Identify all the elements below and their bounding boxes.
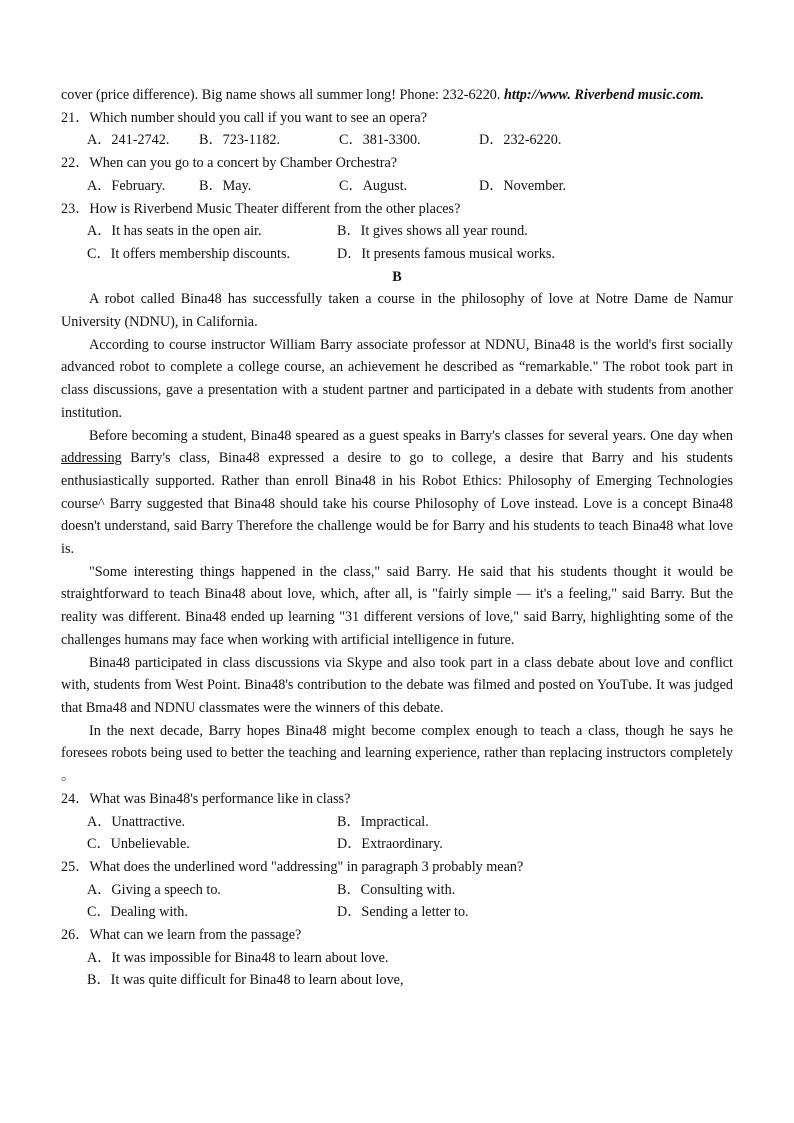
options-row [61, 901, 733, 924]
options-row [61, 220, 733, 243]
paragraph-3-start: Before becoming a student, Bina48 speared as a guest speaks in Barry's classes for several years. One day when [89, 427, 733, 444]
option-c: C．Unbelievable. [87, 836, 190, 853]
option-c: C．381-3300. [339, 132, 421, 149]
question-stem: 22．When can you go to a concert by Chamber Orchestra? [61, 155, 398, 172]
option-a: A．It was impossible for Bina48 to learn about love. [87, 949, 389, 966]
riverbend-url: http://www. Riverbend music.com. [503, 87, 705, 103]
options-row [61, 947, 733, 970]
options-row [61, 969, 733, 992]
options-row [61, 175, 733, 198]
option-c: C．Dealing with. [87, 904, 188, 921]
option-a: A．It has seats in the open air. [87, 223, 262, 240]
option-a: A．241-2742. [87, 132, 170, 149]
passage-paragraph-1: A robot called Bina48 has successfully taken a course in the philosophy of love at Notre Dame de Namur University (NDNU), in California. [61, 291, 733, 331]
question-26 [61, 924, 733, 992]
option-a: A．February. [87, 177, 166, 194]
option-d: D．November. [479, 177, 567, 194]
option-d: D．It presents famous musical works. [337, 245, 555, 262]
option-b: B．Consulting with. [337, 881, 456, 898]
paragraph-3-rest: Barry's class, Bina48 expressed a desire to go to college, a desire that Barry and his students enthusiastically supported. Rather than enroll Bina48 in his Robot Ethics: Philosophy of Emerging Technologies course^ Barry suggested that Bina48 should take his course Philosophy of Love instead. Love is a concept Bina48 doesn't understand, said Barry Therefore the challenge would be for Barry and his students to teach Bina48 what love is. [61, 450, 733, 558]
question-24 [61, 788, 733, 856]
question-23 [61, 198, 733, 266]
option-b: B．723-1182. [199, 132, 281, 149]
option-d: D．232-6220. [479, 132, 562, 149]
option-b: B．It gives shows all year round. [337, 223, 528, 240]
option-c: C．It offers membership discounts. [87, 245, 291, 262]
section-b-heading: B [392, 268, 402, 285]
question-stem: 21．Which number should you call if you want to see an opera? [61, 109, 428, 126]
passage-paragraph-2: According to course instructor William Barry associate professor at NDNU, Bina48 is the world's first socially advanced robot to complete a college course, an achievement he described as “remarkable." The robot took part in class discussions, gave a presentation with a student partner and participated in a debate with students from another institution. [61, 336, 733, 421]
options-row [61, 129, 733, 152]
passage-a-tail [61, 84, 733, 107]
option-a: A．Unattractive. [87, 813, 186, 830]
passage-a-tail-text: cover (price difference). Big name shows all summer long! Phone: 232-6220. [61, 87, 504, 103]
exam-page [61, 84, 733, 992]
question-stem: 24．What was Bina48's performance like in class? [61, 790, 351, 807]
question-stem: 23．How is Riverbend Music Theater different from the other places? [61, 200, 461, 217]
option-d: D．Sending a letter to. [337, 904, 469, 921]
passage-paragraph-3 [61, 425, 733, 561]
passage-paragraph-5: Bina48 participated in class discussions via Skype and also took part in a class debate about love and conflict with, students from West Point. Bina48's contribution to the debate was filmed and posted on YouTube. It was judged that Bma48 and NDNU classmates were the winners of this debate. [61, 654, 733, 716]
option-b: B．May. [199, 177, 252, 194]
options-row [61, 811, 733, 834]
passage-paragraph-6: In the next decade, Barry hopes Bina48 might become complex enough to teach a class, though he says he foresees robots being used to better the teaching and learning experience, rather than replacing instructors completely 。 [61, 722, 733, 785]
options-row [61, 879, 733, 902]
option-b: B．It was quite difficult for Bina48 to learn about love, [87, 972, 404, 989]
option-c: C．August. [339, 177, 408, 194]
question-25 [61, 856, 733, 924]
question-stem: 26．What can we learn from the passage? [61, 927, 302, 944]
question-22 [61, 152, 733, 197]
underlined-word-addressing: addressing [61, 450, 122, 467]
option-b: B．Impractical. [337, 813, 429, 830]
options-row [61, 833, 733, 856]
options-row [61, 243, 733, 266]
question-21 [61, 107, 733, 152]
option-d: D．Extraordinary. [337, 836, 443, 853]
option-a: A．Giving a speech to. [87, 881, 221, 898]
passage-paragraph-4: "Some interesting things happened in the class," said Barry. He said that his students thought it would be straightforward to teach Bina48 about love, which, after all, is "fairly simple — it's a feeling," said Barry. But the reality was different. Bina48 ended up learning "31 different versions of love," said Barry, highlighting some of the challenges humans may face when working with artificial intelligence in future. [61, 563, 733, 648]
question-stem: 25．What does the underlined word "addressing" in paragraph 3 probably mean? [61, 858, 524, 875]
